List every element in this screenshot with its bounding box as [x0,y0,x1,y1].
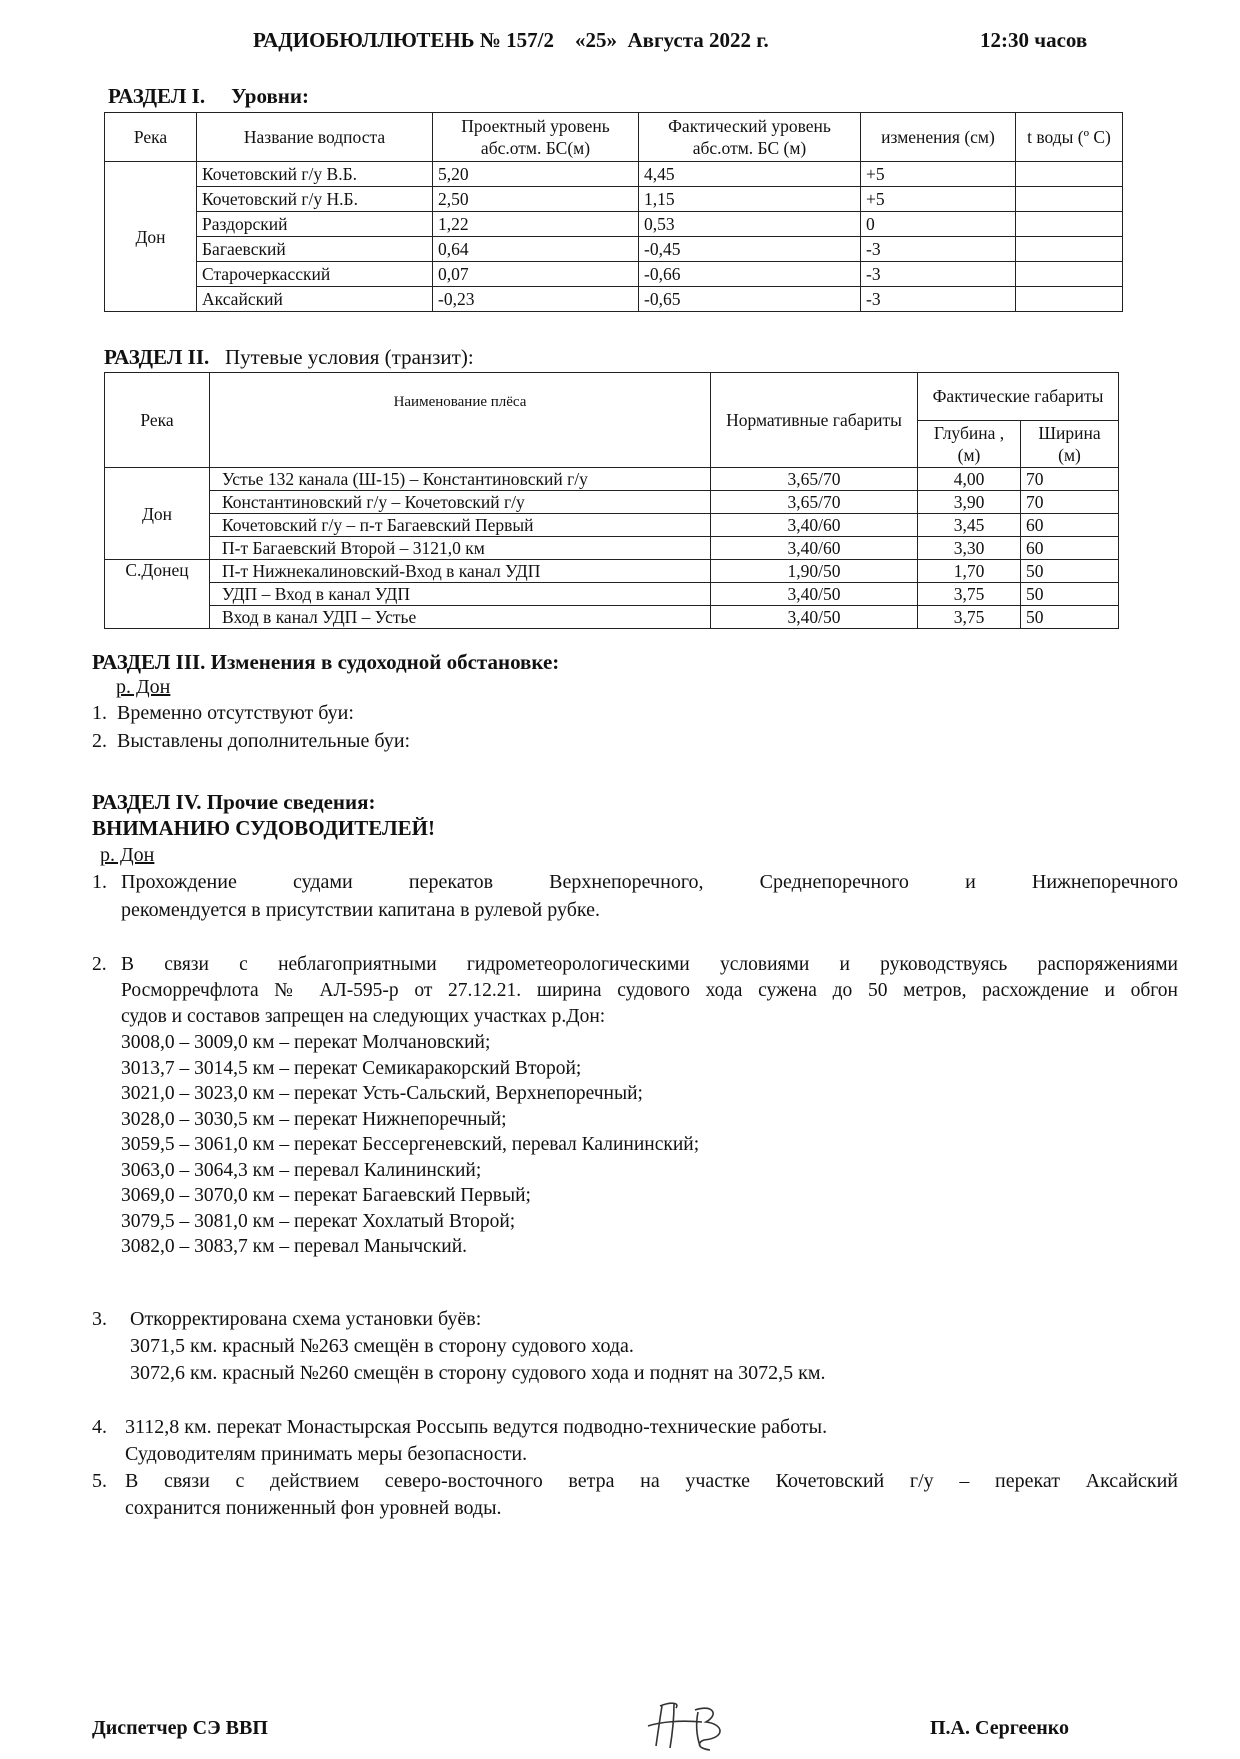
stretch-name: Вход в канал УДП – Устье [210,606,711,629]
table-row [105,287,1123,312]
item3-number: 3. [92,1308,107,1330]
item2-line2: Росморречфлота № АЛ-595-р от 27.12.21. ширина судового хода сужена до 50 метров, расхождение и обгон [121,980,1178,1001]
list-item: 3069,0 – 3070,0 км – перекат Багаевский Первый; [121,1185,531,1206]
fairway-header-river: Река [105,373,210,468]
station-name: Старочеркасский [197,262,433,287]
actual-width: 60 [1021,514,1119,537]
norm-dims: 3,40/60 [711,537,918,560]
item4-line2: Судоводителям принимать меры безопасности. [125,1443,528,1465]
section2-title: РАЗДЕЛ II. [104,345,210,369]
table-row [105,162,1123,187]
list-item: 3079,5 – 3081,0 км – перекат Хохлатый Второй; [121,1210,516,1232]
station-name: Багаевский [197,237,433,262]
actual-depth: 3,90 [918,491,1021,514]
signature [640,1696,750,1754]
item4-line1: 3112,8 км. перекат Монастырская Россыпь ведутся подводно-технические работы. [125,1416,828,1438]
signature-icon [640,1696,750,1754]
actual-width: 70 [1021,468,1119,491]
fairway-table [104,372,1119,629]
fairway-header-depth: Глубина , (м) [918,420,1021,468]
table-row [105,514,1119,537]
levels-header-actual: Фактический уровень абс.отм. БС (м) [639,113,861,162]
restriction-list [121,1030,699,1260]
actual-depth: 3,75 [918,583,1021,606]
table-row [105,491,1119,514]
level-change: +5 [861,187,1016,212]
fairway-header-row [105,373,1119,421]
table-row [105,537,1119,560]
section3-item-1: 1. Временно отсутствуют буи: [92,702,354,724]
attention-heading: ВНИМАНИЮ СУДОВОДИТЕЛЕЙ! [92,816,435,840]
stretch-name: УДП – Вход в канал УДП [210,583,711,606]
stretch-name: П-т Нижнекалиновский-Вход в канал УДП [210,560,711,583]
actual-level: 4,45 [639,162,861,187]
norm-dims: 1,90/50 [711,560,918,583]
bulletin-time: 12:30 часов [980,28,1088,52]
actual-depth: 1,70 [918,560,1021,583]
list-item: 3021,0 – 3023,0 км – перекат Усть-Сальский, Верхнепоречный; [121,1083,643,1104]
section3-item-2: 2. Выставлены дополнительные буи: [92,730,411,752]
stretch-name: Кочетовский г/у – п-т Багаевский Первый [210,514,711,537]
dispatcher-label: Диспетчер СЭ ВВП [92,1717,268,1739]
water-temp [1016,212,1123,237]
station-name: Кочетовский г/у В.Б. [197,162,433,187]
section1-title: РАЗДЕЛ I. [108,84,206,108]
item3-line1: Откорректирована схема установки буёв: [130,1308,482,1330]
levels-river-cell: Дон [105,162,197,312]
levels-header-river: Река [105,113,197,162]
document-header [0,28,1240,58]
levels-header-station: Название водпоста [197,113,433,162]
item2-line3: судов и составов запрещен на следующих участках р.Дон: [121,1006,606,1027]
actual-level: 0,53 [639,212,861,237]
item3-line2: 3071,5 км. красный №263 смещён в сторону судового хода. [130,1335,634,1357]
list-item: 3008,0 – 3009,0 км – перекат Молчановский; [121,1032,491,1053]
list-item: 3082,0 – 3083,7 км – перевал Манычский. [121,1236,468,1257]
water-temp [1016,187,1123,212]
section2-subtitle: Путевые условия (транзит): [225,345,474,369]
actual-width: 50 [1021,583,1119,606]
design-level: 0,64 [433,237,639,262]
fairway-header-width: Ширина (м) [1021,420,1119,468]
section2-heading [104,345,474,370]
table-row [105,237,1123,262]
fairway-river-cell: С.Донец [105,560,210,629]
table-row [105,262,1123,287]
design-level: 2,50 [433,187,639,212]
actual-width: 70 [1021,491,1119,514]
actual-level: -0,66 [639,262,861,287]
levels-header-row [105,113,1123,162]
levels-header-change: изменения (см) [861,113,1016,162]
norm-dims: 3,65/70 [711,491,918,514]
fairway-header-actual: Фактические габариты [918,373,1119,421]
water-temp [1016,287,1123,312]
actual-level: -0,45 [639,237,861,262]
level-change: +5 [861,162,1016,187]
norm-dims: 3,40/50 [711,606,918,629]
station-name: Аксайский [197,287,433,312]
levels-header-design: Проектный уровень абс.отм. БС(м) [433,113,639,162]
item1-number: 1. [92,871,107,893]
fairway-river-cell: Дон [105,468,210,560]
item2-number: 2. [92,954,107,975]
norm-dims: 3,40/50 [711,583,918,606]
design-level: 1,22 [433,212,639,237]
list-item: 3013,7 – 3014,5 км – перекат Семикаракорский Второй; [121,1057,582,1079]
stretch-name: Устье 132 канала (Ш-15) – Константиновский г/у [210,468,711,491]
stretch-name: П-т Багаевский Второй – 3121,0 км [210,537,711,560]
item5-number: 5. [92,1470,107,1492]
section3-title: РАЗДЕЛ III. Изменения в судоходной обстановке: [92,650,560,674]
section4-title: РАЗДЕЛ IV. Прочие сведения: [92,790,376,814]
design-level: 0,07 [433,262,639,287]
actual-width: 60 [1021,537,1119,560]
table-row [105,212,1123,237]
item2-line1: В связи с неблагоприятными гидрометеорологическими условиями и руководствуясь распоряжениями [121,954,1178,975]
actual-depth: 3,75 [918,606,1021,629]
station-name: Раздорский [197,212,433,237]
item3-line3: 3072,6 км. красный №260 смещён в сторону судового хода и поднят на 3072,5 км. [130,1362,826,1384]
levels-table [104,112,1123,312]
table-row [105,560,1119,583]
item4-number: 4. [92,1416,107,1438]
item1-line1: Прохождение судами перекатов Верхнепоречного, Среднепоречного и Нижнепоречного [121,871,1178,893]
table-row [105,468,1119,491]
level-change: -3 [861,287,1016,312]
section3-river: р. Дон [116,676,171,698]
section4-river: р. Дон [100,844,155,866]
section1-subtitle: Уровни: [231,84,309,108]
level-change: -3 [861,237,1016,262]
actual-width: 50 [1021,560,1119,583]
table-row [105,583,1119,606]
list-item: 3063,0 – 3064,3 км – перевал Калининский; [121,1159,482,1181]
fairway-header-norm: Нормативные габариты [711,373,918,468]
signatory-name: П.А. Сергеенко [930,1717,1070,1739]
water-temp [1016,262,1123,287]
fairway-header-stretch: Наименование плёса [210,373,711,468]
level-change: -3 [861,262,1016,287]
actual-level: 1,15 [639,187,861,212]
actual-level: -0,65 [639,287,861,312]
actual-depth: 4,00 [918,468,1021,491]
table-row [105,187,1123,212]
item1-line2: рекомендуется в присутствии капитана в рулевой рубке. [121,899,600,921]
list-item: 3028,0 – 3030,5 км – перекат Нижнепоречный; [121,1108,507,1130]
item5-line2: сохранится пониженный фон уровней воды. [125,1497,502,1519]
water-temp [1016,237,1123,262]
design-level: 5,20 [433,162,639,187]
bulletin-title: РАДИОБЮЛЛЮТЕНЬ № 157/2 «25» Августа 2022 г. [253,28,769,52]
actual-depth: 3,30 [918,537,1021,560]
list-item: 3059,5 – 3061,0 км – перекат Бессергеневский, перевал Калининский; [121,1134,700,1155]
level-change: 0 [861,212,1016,237]
design-level: -0,23 [433,287,639,312]
norm-dims: 3,40/60 [711,514,918,537]
actual-depth: 3,45 [918,514,1021,537]
stretch-name: Константиновский г/у – Кочетовский г/у [210,491,711,514]
section1-heading [108,84,309,109]
section3-item-2-text: Выставлены дополнительные буи: [117,730,411,752]
item5-line1: В связи с действием северо-восточного ветра на участке Кочетовский г/у – перекат Аксайский [125,1470,1178,1492]
table-row [105,606,1119,629]
levels-header-temp: t воды (º С) [1016,113,1123,162]
water-temp [1016,162,1123,187]
actual-width: 50 [1021,606,1119,629]
section3-item-1-text: Временно отсутствуют буи: [117,702,354,724]
station-name: Кочетовский г/у Н.Б. [197,187,433,212]
norm-dims: 3,65/70 [711,468,918,491]
